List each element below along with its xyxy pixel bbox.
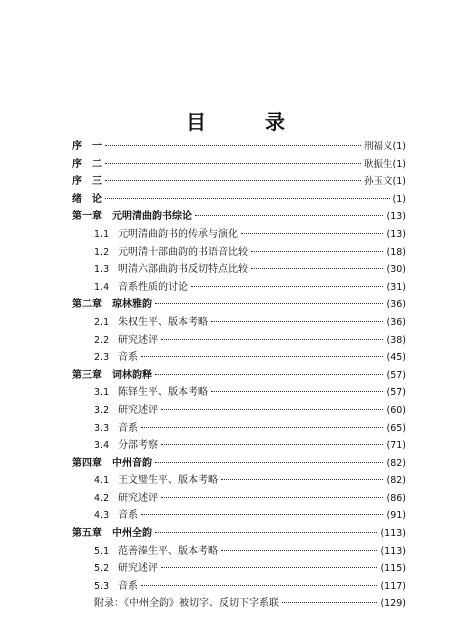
toc-section-entry xyxy=(72,472,406,490)
dot-leader xyxy=(141,514,383,515)
page-number: (1) xyxy=(392,141,406,152)
dot-leader xyxy=(155,532,377,533)
page-number: (1) xyxy=(392,158,406,170)
dot-leader xyxy=(282,602,377,603)
entry-title: 朱权生平、版本考略 xyxy=(118,316,208,328)
dot-leader xyxy=(221,550,377,551)
entry-title: 第四章 中州音韵 xyxy=(72,457,152,469)
entry-title: 明清六部曲韵书反切特点比较 xyxy=(118,264,248,276)
entry-title: 陈铎生平、版本考略 xyxy=(118,387,208,399)
page-number: (60) xyxy=(386,404,406,416)
entry-title: 音系 xyxy=(118,510,138,522)
entry-title: 研究述评 xyxy=(118,334,158,346)
page-number: (1) xyxy=(392,176,406,188)
toc-chapter-entry xyxy=(72,367,406,385)
page-number: (129) xyxy=(380,598,406,610)
section-number: 3.4 xyxy=(94,440,110,452)
section-number: 2.3 xyxy=(94,352,110,364)
section-number: 4.3 xyxy=(94,510,110,522)
page-number: (117) xyxy=(380,580,406,592)
dot-leader xyxy=(141,585,377,586)
page-number: (113) xyxy=(380,528,406,540)
toc-section-entry xyxy=(72,420,406,438)
page-number: (115) xyxy=(380,563,406,575)
toc-chapter-entry xyxy=(72,296,406,314)
toc-section-entry xyxy=(72,437,406,455)
dot-leader xyxy=(161,409,383,410)
section-number: 3.2 xyxy=(94,404,110,416)
toc-chapter-entry xyxy=(72,191,406,209)
page-number: (91) xyxy=(386,510,406,522)
page-number: (36) xyxy=(386,299,406,311)
toc-chapter-entry xyxy=(72,455,406,473)
toc-section-entry xyxy=(72,349,406,367)
section-number: 3.1 xyxy=(94,387,110,399)
toc-section-entry xyxy=(72,226,406,244)
dot-leader xyxy=(251,251,383,252)
section-number: 2.2 xyxy=(94,334,110,346)
section-number: 2.1 xyxy=(94,316,110,328)
page-number: (57) xyxy=(386,387,406,399)
toc-section-entry xyxy=(72,490,406,508)
page-number: (31) xyxy=(386,281,406,293)
toc-section-entry xyxy=(72,384,406,402)
toc-section-entry xyxy=(72,279,406,297)
toc-chapter-entry xyxy=(72,156,406,174)
dot-leader xyxy=(105,180,361,181)
entry-title: 音系 xyxy=(118,580,138,592)
section-number: 4.2 xyxy=(94,492,110,504)
page-number: (113) xyxy=(380,545,406,557)
entry-title: 第五章 中州全韵 xyxy=(72,528,152,540)
entry-title: 研究述评 xyxy=(118,563,158,575)
toc-appendix-entry xyxy=(72,595,406,613)
dot-leader xyxy=(161,497,383,498)
page-number: (82) xyxy=(386,457,406,469)
toc-section-entry xyxy=(72,578,406,596)
page-number: (71) xyxy=(386,440,406,452)
toc-section-entry xyxy=(72,332,406,350)
section-number: 1.3 xyxy=(94,264,110,276)
dot-leader xyxy=(141,356,383,357)
page-number: (86) xyxy=(386,492,406,504)
toc-section-entry xyxy=(72,402,406,420)
entry-title: 序 三 xyxy=(72,176,102,188)
entry-title: 第一章 元明清曲韵书综论 xyxy=(72,211,192,223)
page-number: (82) xyxy=(386,475,406,487)
toc-section-entry xyxy=(72,507,406,525)
page-title: 目 录 xyxy=(186,110,311,134)
entry-title: 音系 xyxy=(118,422,138,434)
entry-title: 序 一 xyxy=(72,141,102,152)
page-number: (57) xyxy=(386,369,406,381)
entry-title: 研究述评 xyxy=(118,404,158,416)
dot-leader xyxy=(155,303,383,304)
entry-title: 音系性质的讨论 xyxy=(118,281,188,293)
dot-leader xyxy=(211,321,383,322)
toc-chapter-entry xyxy=(72,138,406,156)
entry-title: 第二章 琼林雅韵 xyxy=(72,299,152,311)
page-number: (30) xyxy=(386,264,406,276)
dot-leader xyxy=(211,391,383,392)
dot-leader xyxy=(241,233,383,234)
section-number: 1.4 xyxy=(94,281,110,293)
section-number: 5.1 xyxy=(94,545,110,557)
page-number: (65) xyxy=(386,422,406,434)
page-number: (1) xyxy=(392,193,406,205)
dot-leader xyxy=(105,163,361,164)
section-number: 1.1 xyxy=(94,228,110,240)
entry-title: 音系 xyxy=(118,352,138,364)
page-number: (45) xyxy=(386,352,406,364)
dot-leader xyxy=(155,374,383,375)
dot-leader xyxy=(155,462,383,463)
entry-author: 孙玉文 xyxy=(364,176,393,188)
toc-section-entry xyxy=(72,543,406,561)
dot-leader xyxy=(105,198,390,199)
dot-leader xyxy=(251,268,383,269)
dot-leader xyxy=(195,215,383,216)
toc-section-entry xyxy=(72,314,406,332)
toc-section-entry xyxy=(72,261,406,279)
entry-title: 范善溱生平、版本考略 xyxy=(118,545,218,557)
dot-leader xyxy=(221,479,383,480)
entry-author: 耿振生 xyxy=(364,158,393,170)
entry-title: 元明清曲韵书的传承与演化 xyxy=(118,228,238,240)
dot-leader xyxy=(161,567,377,568)
toc-section-entry xyxy=(72,244,406,262)
section-number: 4.1 xyxy=(94,475,110,487)
table-of-contents xyxy=(72,138,406,613)
dot-leader xyxy=(105,145,361,146)
dot-leader xyxy=(161,444,383,445)
section-number: 5.2 xyxy=(94,563,110,575)
section-number: 1.2 xyxy=(94,246,110,258)
entry-title: 第三章 词林韵释 xyxy=(72,369,152,381)
page-number: (36) xyxy=(386,316,406,328)
toc-chapter-entry xyxy=(72,208,406,226)
section-number: 3.3 xyxy=(94,422,110,434)
entry-title: 序 二 xyxy=(72,158,102,170)
section-number: 5.3 xyxy=(94,580,110,592)
dot-leader xyxy=(161,339,383,340)
page-number: (38) xyxy=(386,334,406,346)
entry-author: 刑福义 xyxy=(364,141,393,152)
dot-leader xyxy=(191,286,383,287)
entry-title: 研究述评 xyxy=(118,492,158,504)
page-number: (13) xyxy=(386,228,406,240)
entry-title: 绪 论 xyxy=(72,193,102,205)
toc-chapter-entry xyxy=(72,173,406,191)
entry-title: 王文璧生平、版本考略 xyxy=(118,475,218,487)
dot-leader xyxy=(141,427,383,428)
toc-chapter-entry xyxy=(72,525,406,543)
entry-title: 附录：《中州全韵》被切字、反切下字系联 xyxy=(94,598,279,610)
entry-title: 元明清十部曲韵的书语音比较 xyxy=(118,246,248,258)
entry-title: 分部考察 xyxy=(118,440,158,452)
toc-section-entry xyxy=(72,560,406,578)
page-number: (13) xyxy=(386,211,406,223)
page-number: (18) xyxy=(386,246,406,258)
